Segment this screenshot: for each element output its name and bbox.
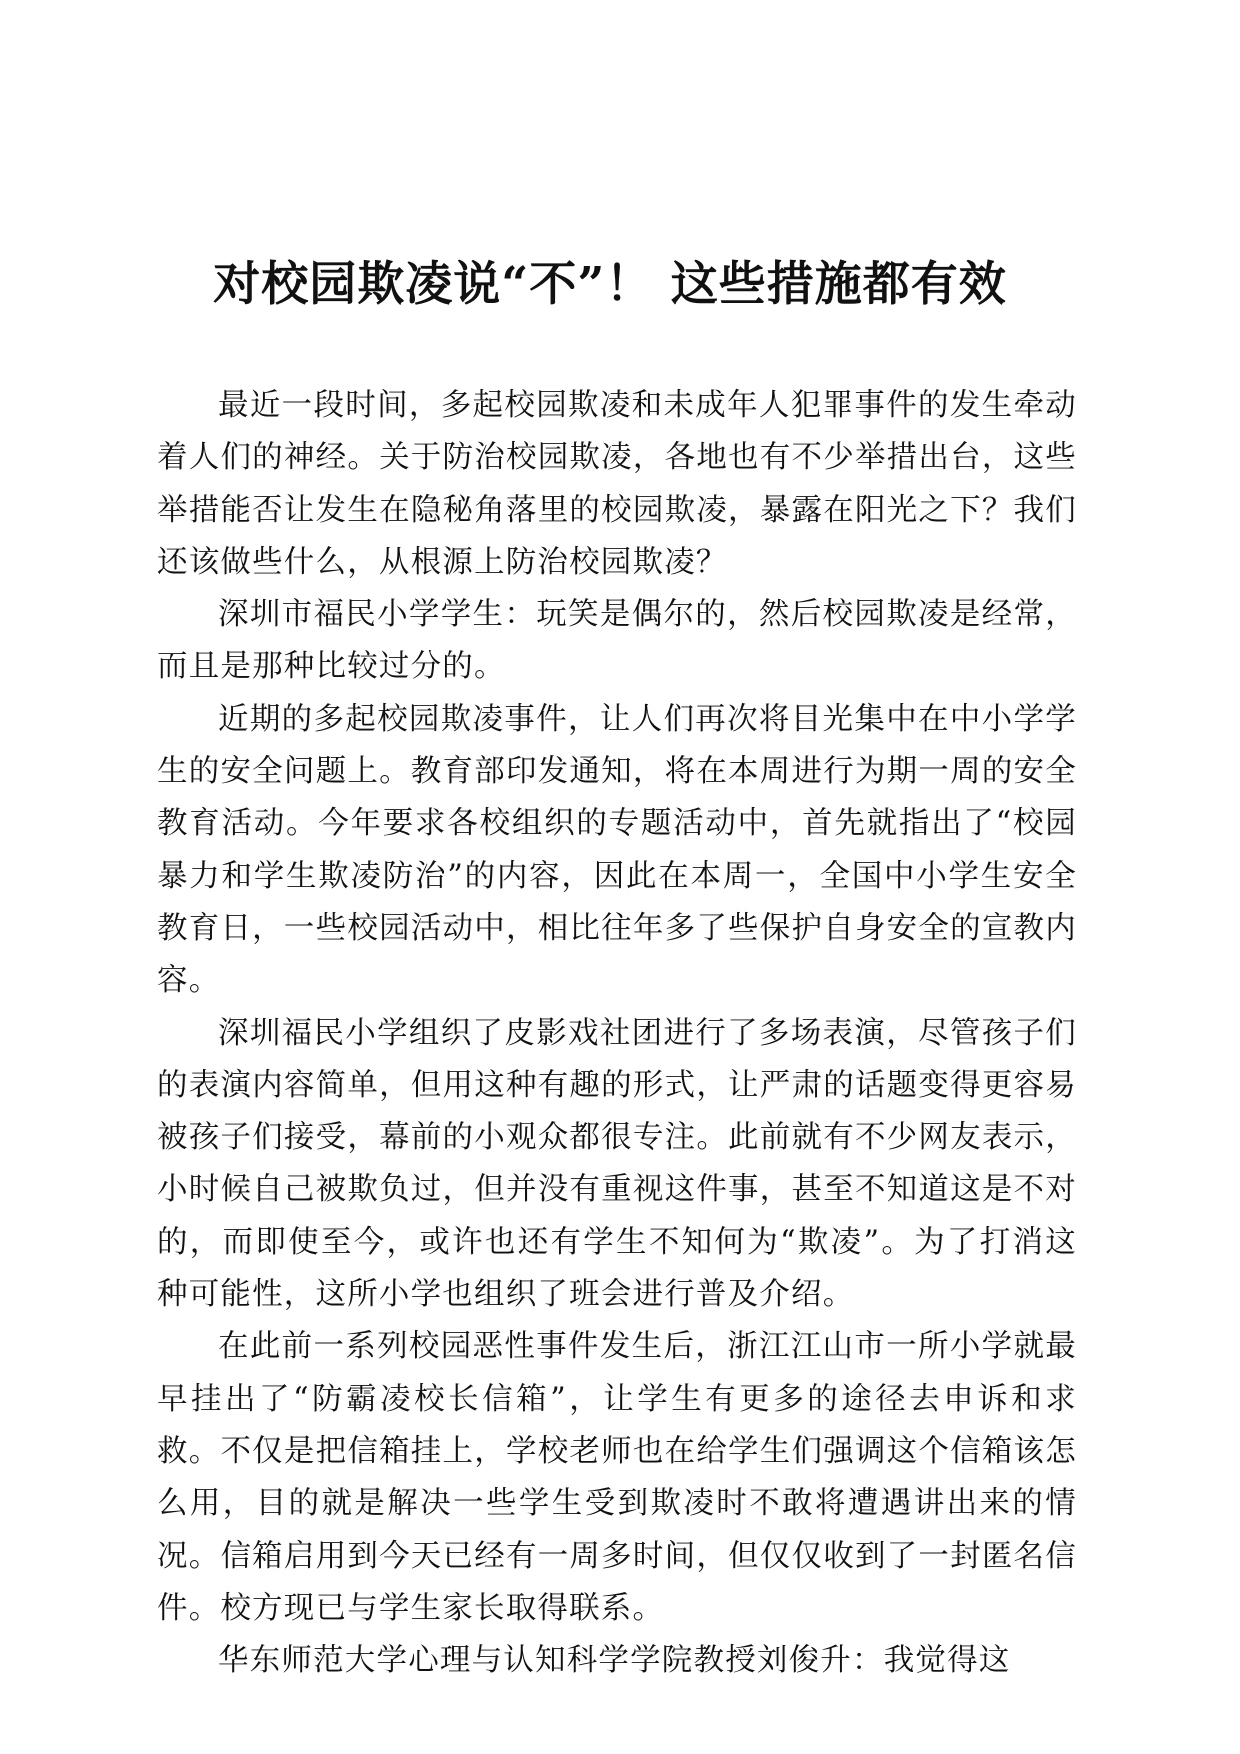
paragraph-5: 在此前一系列校园恶性事件发生后，浙江江山市一所小学就最早挂出了“防霸凌校长信箱”，让学生有更多的途径去申诉和求救。不仅是把信箱挂上，学校老师也在给学生们强调这个信箱该怎么用，目的就是解决一些学生受到欺凌时不敢将遭遇讲出来的情况。信箱启用到今天已经有一周多时间，但仅仅收到了一封匿名信件。校方现已与学生家长取得联系。 xyxy=(157,1329,1077,1626)
paragraph-3: 近期的多起校园欺凌事件，让人们再次将目光集中在中小学学生的安全问题上。教育部印发通知，将在本周进行为期一周的安全教育活动。今年要求各校组织的专题活动中，首先就指出了“校园暴力和学生欺凌防治”的内容，因此在本周一，全国中小学生安全教育日，一些校园活动中，相比往年多了些保护自身安全的宣教内容。 xyxy=(157,701,1077,999)
paragraph-2: 深圳市福民小学学生：玩笑是偶尔的，然后校园欺凌是经常，而且是那种比较过分的。 xyxy=(157,597,1077,685)
paragraph-1: 最近一段时间，多起校园欺凌和未成年人犯罪事件的发生牵动着人们的神经。关于防治校园欺凌，各地也有不少举措出台，这些举措能否让发生在隐秘角落里的校园欺凌，暴露在阳光之下？我们还该做些什么，从根源上防治校园欺凌？ xyxy=(157,388,1077,580)
document-title: 对校园欺凌说“不”！ 这些措施都有效 xyxy=(213,257,1007,312)
paragraph-6: 华东师范大学心理与认知科学学院教授刘俊升：我觉得这 xyxy=(218,1643,1011,1679)
document-body xyxy=(157,380,1077,1687)
paragraph-4: 深圳福民小学组织了皮影戏社团进行了多场表演，尽管孩子们的表演内容简单，但用这种有趣的形式，让严肃的话题变得更容易被孩子们接受，幕前的小观众都很专注。此前就有不少网友表示，小时候自己被欺负过，但并没有重视这件事，甚至不知道这是不对的，而即使至今，或许也还有学生不知何为“欺凌”。为了打消这种可能性，这所小学也组织了班会进行普及介绍。 xyxy=(157,1015,1077,1313)
